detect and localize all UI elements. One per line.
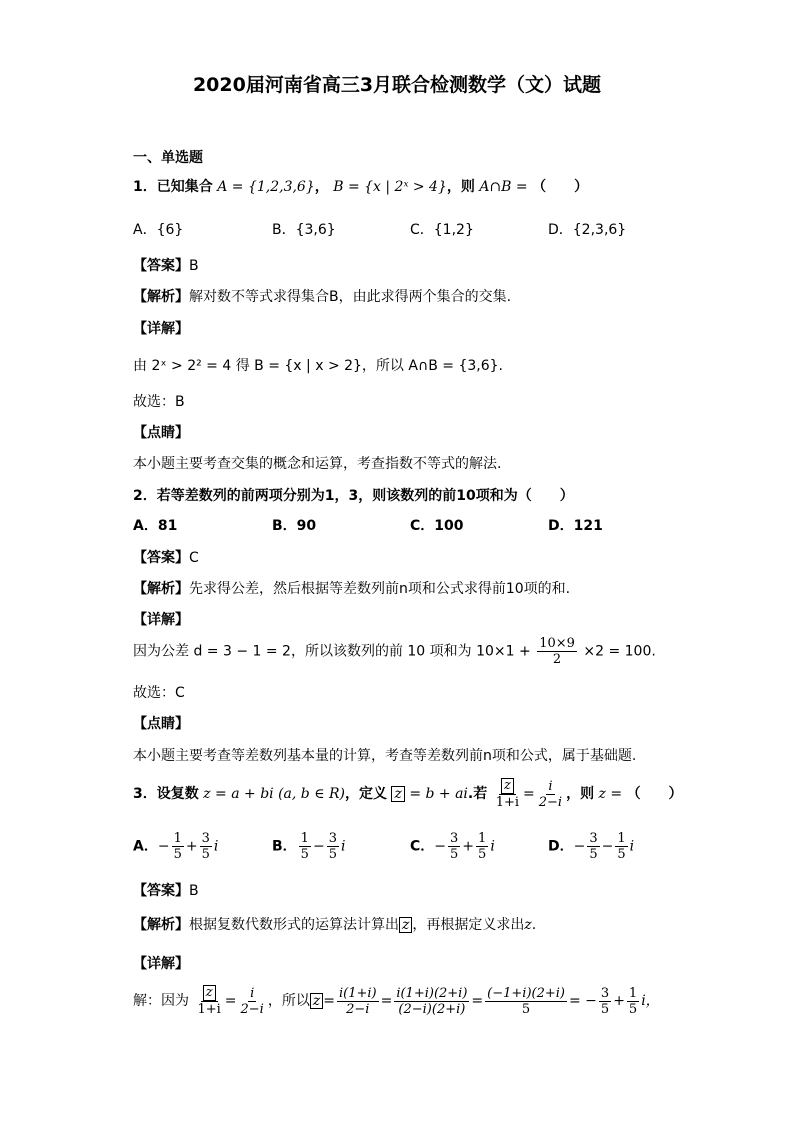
q1-comment: 本小题主要考查交集的概念和运算，考查指数不等式的解法.: [133, 456, 502, 472]
q3-stem-fraction-2: $\frac{i}{2-i}$: [538, 778, 563, 810]
q2-analysis: 【解析】先求得公差，然后根据等差数列前n项和公式求得前10项的和.: [133, 581, 571, 597]
q1-answer: 【答案】B: [133, 258, 199, 274]
q3-stem: 3．设复数 z = a + bi (a, b ∈ R)，定义 z = b + ai.若 $\frac{z}{1+i}$ = $\frac{i}{2-i}$ ，则 z = （ ）: [133, 778, 683, 810]
q3-analysis: 【解析】根据复数代数形式的运算法计算出 z ，再根据定义求出z.: [133, 917, 537, 933]
page-title: 2020届河南省高三3月联合检测数学（文）试题: [192, 74, 602, 96]
q2-comment: 本小题主要考查等差数列基本量的计算，考查等差数列前n项和公式，属于基础题.: [133, 748, 637, 764]
q1-comment-heading: 【点睛】: [133, 425, 189, 441]
q3-answer: 【答案】B: [133, 883, 199, 899]
q2-option-a: A．81: [133, 518, 178, 534]
q3-option-c: C．− $\frac{3}{5}$ + $\frac{1}{5}$ i: [410, 831, 495, 862]
q2-comment-heading: 【点睛】: [133, 716, 189, 732]
q3-option-b: B． $\frac{1}{5}$ − $\frac{3}{5}$ i: [272, 831, 346, 862]
q2-detail: 因为公差 d = 3 − 1 = 2，所以该数列的前 10 项和为 10×1 + $\frac{10\times 9}{2}$ ×2 = 100.: [133, 636, 656, 667]
q2-answer: 【答案】C: [133, 550, 199, 566]
q1-option-b: B．{3,6}: [272, 222, 336, 238]
q1-analysis: 【解析】解对数不等式求得集合B，由此求得两个集合的交集.: [133, 289, 512, 305]
conjugate-box: z: [391, 786, 404, 802]
q2-fraction: $\frac{10\times 9}{2}$: [539, 636, 575, 667]
q1-option-a: A．{6}: [133, 222, 184, 238]
q1-detail: 由 2ˣ > 2² = 4 得 B = {x | x > 2}，所以 A∩B = {3,6}.: [133, 358, 503, 374]
q1-option-d: D．{2,3,6}: [548, 222, 627, 238]
q2-choice: 故选：C: [133, 685, 185, 701]
q2-option-c: C．100: [410, 518, 464, 534]
q3-detail-heading: 【详解】: [133, 956, 189, 972]
q1-stem: 1．已知集合 A = {1,2,3,6}， B = {x | 2ˣ > 4}，则 A∩B = （ ）: [133, 179, 589, 195]
section-heading: 一、单选题: [133, 150, 203, 166]
q1-detail-heading: 【详解】: [133, 321, 189, 337]
q2-detail-heading: 【详解】: [133, 612, 189, 628]
q3-solution: 解：因为 $\frac{z}{1+i}$ = $\frac{i}{2-i}$ ，所以 z = $\frac{i(1+i)}{2-i}$ = $\frac{i(1+i)(2+i)}{(2-i)(2+i)}$ = $\frac{(-1+i)(2+i)}{5}$ = − $\frac{3}{5}$ + $\frac{1}{5}$ i，: [133, 985, 660, 1017]
q2-option-d: D．121: [548, 518, 603, 534]
q1-choice: 故选：B: [133, 394, 185, 410]
q3-option-a: A．− $\frac{1}{5}$ + $\frac{3}{5}$ i: [133, 831, 219, 862]
q1-option-c: C．{1,2}: [410, 222, 474, 238]
q2-option-b: B．90: [272, 518, 317, 534]
q3-option-d: D．− $\frac{3}{5}$ − $\frac{1}{5}$ i: [548, 831, 635, 862]
q2-stem: 2．若等差数列的前两项分别为1，3，则该数列的前10项和为（ ）: [133, 488, 574, 504]
q3-stem-fraction-1: $\frac{z}{1+i}$: [495, 778, 520, 810]
